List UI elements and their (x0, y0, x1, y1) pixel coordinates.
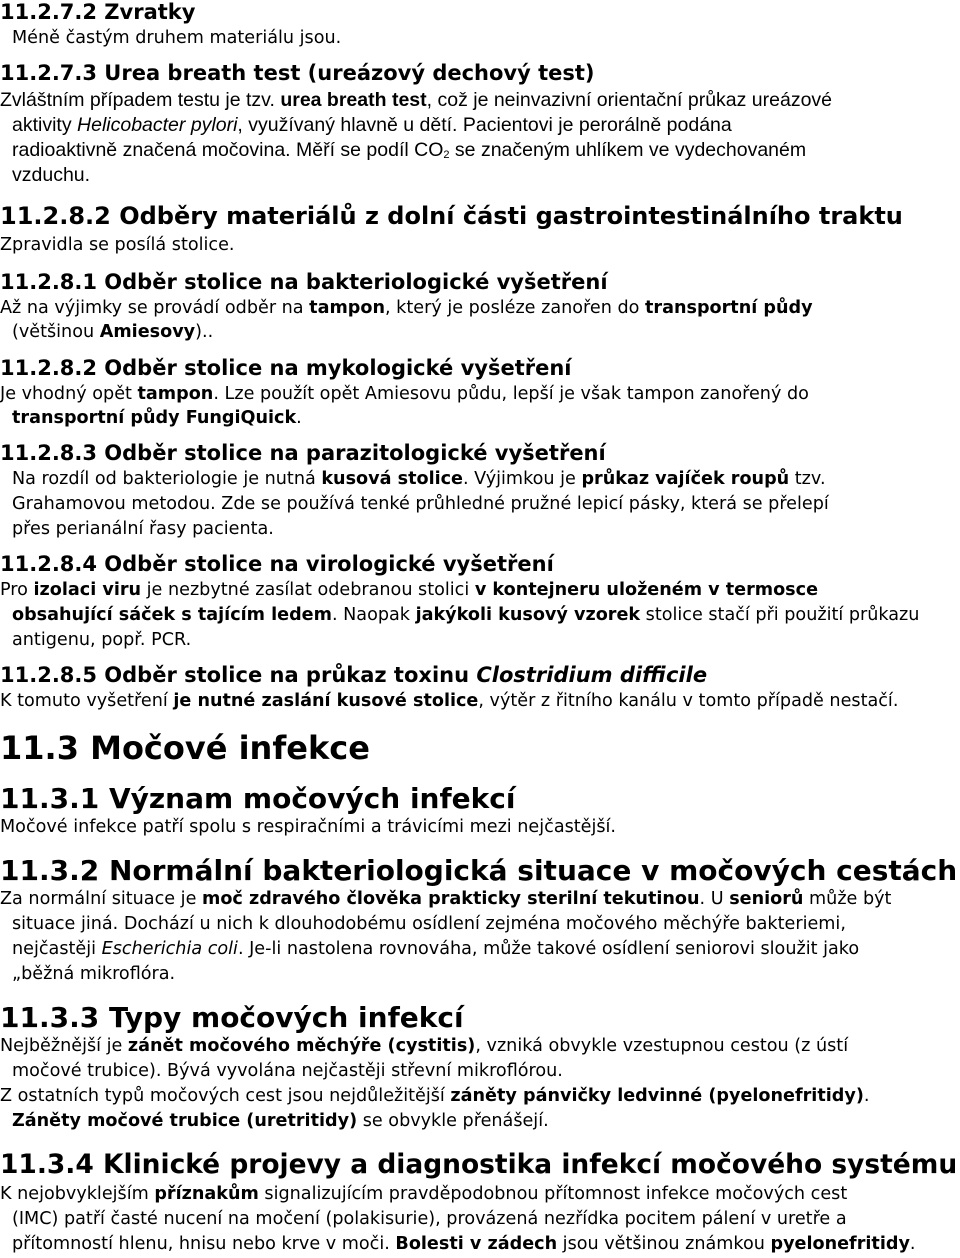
paragraph-typy-line-3: Z ostatních typů močových cest jsou nejdůležitější záněty pánvičky ledvinné (pyelonefritidy). (0, 1086, 870, 1106)
paragraph-virologicke-line-3: antigenu, popř. PCR. (12, 630, 192, 650)
heading-normalni-situace: 11.3.2 Normální bakteriologická situace v močových cestách (0, 854, 958, 887)
paragraph-bakteriologicke-line-1: Až na výjimky se provádí odběr na tampon, který je posléze zanořen do transportní půdy (0, 298, 813, 318)
paragraph-normalni-line-3: nejčastěji Escherichia coli. Je-li nastolena rovnováha, může takové osídlení seniorovi sloužit jako (12, 939, 860, 959)
paragraph-odbery: Zpravidla se posílá stolice. (0, 235, 235, 255)
heading-urea-breath-test: 11.2.7.3 Urea breath test (ureázový dechový test) (0, 61, 595, 85)
paragraph-vyznam: Močové infekce patří spolu s respiračními a trávicími mezi nejčastější. (0, 817, 617, 837)
paragraph-typy-line-2: močové trubice). Bývá vyvolána nejčastěji střevní mikroflórou. (12, 1061, 563, 1081)
heading-bakteriologicke: 11.2.8.1 Odběr stolice na bakteriologické vyšetření (0, 270, 608, 294)
paragraph-klinicke-line-1: K nejobvyklejším příznakům signalizujícím pravděpodobnou přítomnost infekce močových cest (0, 1184, 848, 1204)
paragraph-urea-line-1: Zvláštním případem testu je tzv. urea breath test, což je neinvazivní orientační průkaz ureázové (0, 89, 833, 111)
paragraph-typy-line-1: Nejběžnější je zánět močového měchýře (cystitis), vzniká obvykle vzestupnou cestou (z ústí (0, 1036, 849, 1056)
paragraph-parazitologicke-line-2: Grahamovou metodou. Zde se používá tenké průhledné pružné lepicí pásky, která se přelepí (12, 494, 829, 514)
paragraph-mykologicke-line-1: Je vhodný opět tampon. Lze použít opět Amiesovu půdu, lepší je však tampon zanořený do (0, 384, 809, 404)
paragraph-urea-line-3: radioaktivně značená močovina. Měří se podíl $CO_2$ se značeným uhlíkem ve vydechovaném (12, 139, 807, 161)
paragraph-parazitologicke-line-1: Na rozdíl od bakteriologie je nutná kusová stolice. Výjimkou je průkaz vajíček roupů tzv. (12, 469, 826, 489)
paragraph-urea-line-4: vzduchu. (12, 164, 91, 186)
heading-odbery-dolni-cast: 11.2.8.2 Odběry materiálů z dolní části gastrointestinálního traktu (0, 202, 903, 230)
heading-mocove-infekce: 11.3 Močové infekce (0, 729, 370, 767)
heading-virologicke: 11.2.8.4 Odběr stolice na virologické vyšetření (0, 552, 554, 576)
heading-parazitologicke: 11.2.8.3 Odběr stolice na parazitologické vyšetření (0, 441, 606, 465)
paragraph-urea-line-2: aktivity Helicobacter pylori, využívaný hlavně u dětí. Pacientovi je perorálně podána (12, 114, 732, 136)
heading-zvratky: 11.2.7.2 Zvratky (0, 0, 196, 24)
paragraph-bakteriologicke-line-2: (většinou Amiesovy).. (12, 322, 214, 342)
heading-klinicke-projevy: 11.3.4 Klinické projevy a diagnostika infekcí močového systému (0, 1149, 958, 1180)
paragraph-normalni-line-4: „běžná mikroflóra. (12, 964, 176, 984)
paragraph-virologicke-line-2: obsahující sáček s tajícím ledem. Naopak jakýkoli kusový vzorek stolice stačí při použití průkazu (12, 605, 920, 625)
paragraph-typy-line-4: Záněty močové trubice (uretritidy) se obvykle přenášejí. (12, 1111, 549, 1131)
paragraph-klinicke-line-2: (IMC) patří časté nucení na močení (polakisurie), provázená nezřídka pocitem pálení v uretře a (12, 1209, 847, 1229)
paragraph-zvratky: Méně častým druhem materiálu jsou. (12, 28, 342, 48)
paragraph-clostridium: K tomuto vyšetření je nutné zaslání kusové stolice, výtěr z řitního kanálu v tomto případě nestačí. (0, 691, 899, 711)
paragraph-parazitologicke-line-3: přes perianální řasy pacienta. (12, 519, 274, 539)
paragraph-normalni-line-2: situace jiná. Dochází u nich k dlouhodobému osídlení zejména močového měchýře bakteriemi, (12, 914, 846, 934)
heading-vyznam: 11.3.1 Význam močových infekcí (0, 782, 516, 815)
heading-clostridium: 11.2.8.5 Odběr stolice na průkaz toxinu Clostridium difficile (0, 663, 708, 687)
heading-typy-infekci: 11.3.3 Typy močových infekcí (0, 1001, 464, 1034)
paragraph-normalni-line-1: Za normální situace je moč zdravého člověka prakticky sterilní tekutinou. U seniorů může být (0, 889, 892, 909)
paragraph-virologicke-line-1: Pro izolaci viru je nezbytné zasílat odebranou stolici v kontejneru uloženém v termosce (0, 580, 819, 600)
paragraph-mykologicke-line-2: transportní půdy FungiQuick. (12, 408, 302, 428)
heading-mykologicke: 11.2.8.2 Odběr stolice na mykologické vyšetření (0, 356, 572, 380)
paragraph-klinicke-line-3: přítomností hlenu, hnisu nebo krve v moči. Bolesti v zádech jsou většinou známkou pyelonefritidy. (12, 1234, 916, 1254)
